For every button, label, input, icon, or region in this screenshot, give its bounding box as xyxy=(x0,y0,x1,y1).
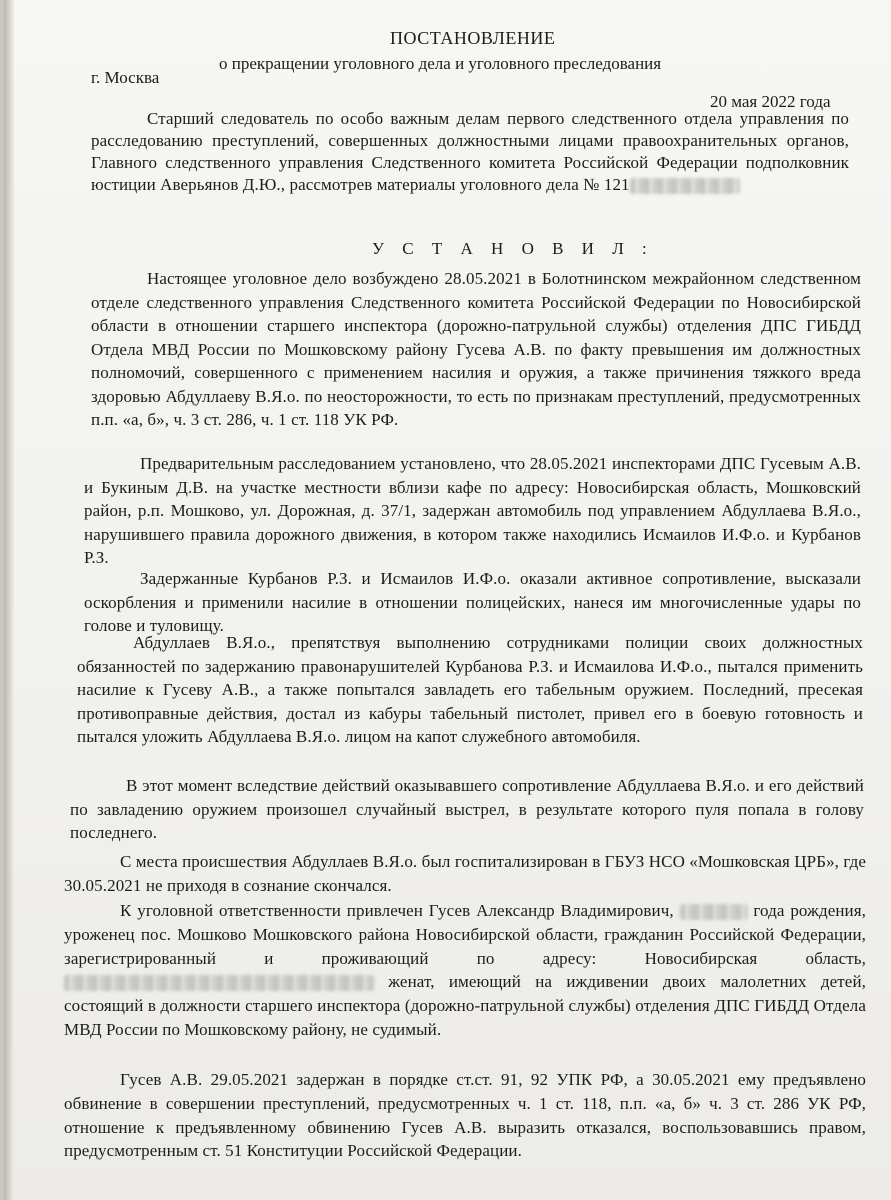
intro-paragraph xyxy=(91,108,849,196)
established-heading: У С Т А Н О В И Л : xyxy=(372,239,654,258)
document-page xyxy=(4,0,891,1200)
redacted-address xyxy=(64,975,374,991)
accused-name-text: К уголовной ответственности привлечен Гусев Александр Владимирович, xyxy=(120,901,674,920)
page-edge-shadow xyxy=(4,0,14,1200)
document-title: ПОСТАНОВЛЕНИЕ xyxy=(390,28,556,48)
paragraph-accused xyxy=(64,899,866,1042)
paragraph-resistance: Задержанные Курбанов Р.З. и Исмаилов И.Ф.о. оказали активное сопротивление, высказали оскорбления и применили насилие в отношении полицейских, нанеся им многочисленные удары по голове и туловищу. xyxy=(84,569,861,635)
accused-status-text: женат, имеющий на иждивении двоих малолетних детей, состоящий в должности старшего инспектора (дорожно-патрульной службы) отделения ДПС ГИБДД Отдела МВД России по Мошковскому району, не судимый. xyxy=(64,972,866,1039)
paragraph-initiation: Настоящее уголовное дело возбуждено 28.05.2021 в Болотнинском межрайонном следственном отделе следственного управления Следственного комитета Российской Федерации по Новосибирской области в отношении старшего инспектора (дорожно-патрульной службы) отделения ДПС ГИБДД Отдела МВД России по Мошковскому району Гусева А.В. по факту превышения им должностных полномочий, совершенного с применением насилия и оружия, а также причинения тяжкого вреда здоровью Абдуллаеву В.Я.о. по неосторожности, то есть по признакам преступлений, предусмотренных п.п. «а, б», ч. 3 ст. 286, ч. 1 ст. 118 УК РФ. xyxy=(91,269,861,429)
paragraph-shot: В этот момент вследствие действий оказывавшего сопротивление Абдуллаева В.Я.о. и его действий по завладению оружием произошел случайный выстрел, в результате которого пуля попала в голову последнего. xyxy=(70,776,864,842)
accused-birth-address-text: года рождения, уроженец пос. Мошково Мошковского района Новосибирской области, гражданин Российской Федерации, зарегистрированный и проживающий по адресу: Новосибирская область, xyxy=(64,901,867,968)
intro-text: Старший следователь по особо важным делам первого следственного отдела управления по расследованию преступлений, совершенных должностными лицами правоохранительных органов, Главного следственного управления Следственного комитета Российской Федерации подполковник юстиции Аверьянов Д.Ю., рассмотрев материалы уголовного дела № 121 xyxy=(91,109,849,194)
paragraph-charges: Гусев А.В. 29.05.2021 задержан в порядке ст.ст. 91, 92 УПК РФ, а 30.05.2021 ему предъявлено обвинение в совершении преступлений, предусмотренных ч. 1 ст. 118, п.п. «а, б» ч. 3 ст. 286 УК РФ, отношение к предъявленному обвинению Гусев А.В. выразить отказался, воспользовавшись правом, предусмотренным ст. 51 Конституции Российской Федерации. xyxy=(64,1070,866,1161)
paragraph-hospital: С места происшествия Абдуллаев В.Я.о. был госпитализирован в ГБУЗ НСО «Мошковская ЦРБ», где 30.05.2021 не приходя в сознание скончался. xyxy=(64,852,866,895)
redacted-birth-date xyxy=(680,904,748,920)
paragraph-weapon: Абдуллаев В.Я.о., препятствуя выполнению сотрудниками полиции своих должностных обязанностей по задержанию правонарушителей Курбанова Р.З. и Исмаилова И.Ф.о., пытался применить насилие к Гусеву А.В., а также попытался завладеть его табельным оружием. Последний, пресекая противоправные действия, достал из кабуры табельный пистолет, привел его в боевую готовность и пытался уложить Абдуллаева В.Я.о. лицом на капот служебного автомобиля. xyxy=(77,633,863,746)
redacted-case-number xyxy=(630,178,740,194)
document-subtitle: о прекращении уголовного дела и уголовного преследования xyxy=(219,54,662,73)
document-date: 20 мая 2022 года xyxy=(710,92,831,111)
document-city: г. Москва xyxy=(91,68,160,87)
paragraph-investigation: Предварительным расследованием установлено, что 28.05.2021 инспекторами ДПС Гусевым А.В. и Букиным Д.В. на участке местности вблизи кафе по адресу: Новосибирская область, Мошковский район, р.п. Мошково, ул. Дорожная, д. 37/1, задержан автомобиль под управлением Абдуллаева В.Я.о., нарушившего правила дорожного движения, в котором также находились Исмаилов И.Ф.о. и Курбанов Р.З. xyxy=(84,454,861,567)
